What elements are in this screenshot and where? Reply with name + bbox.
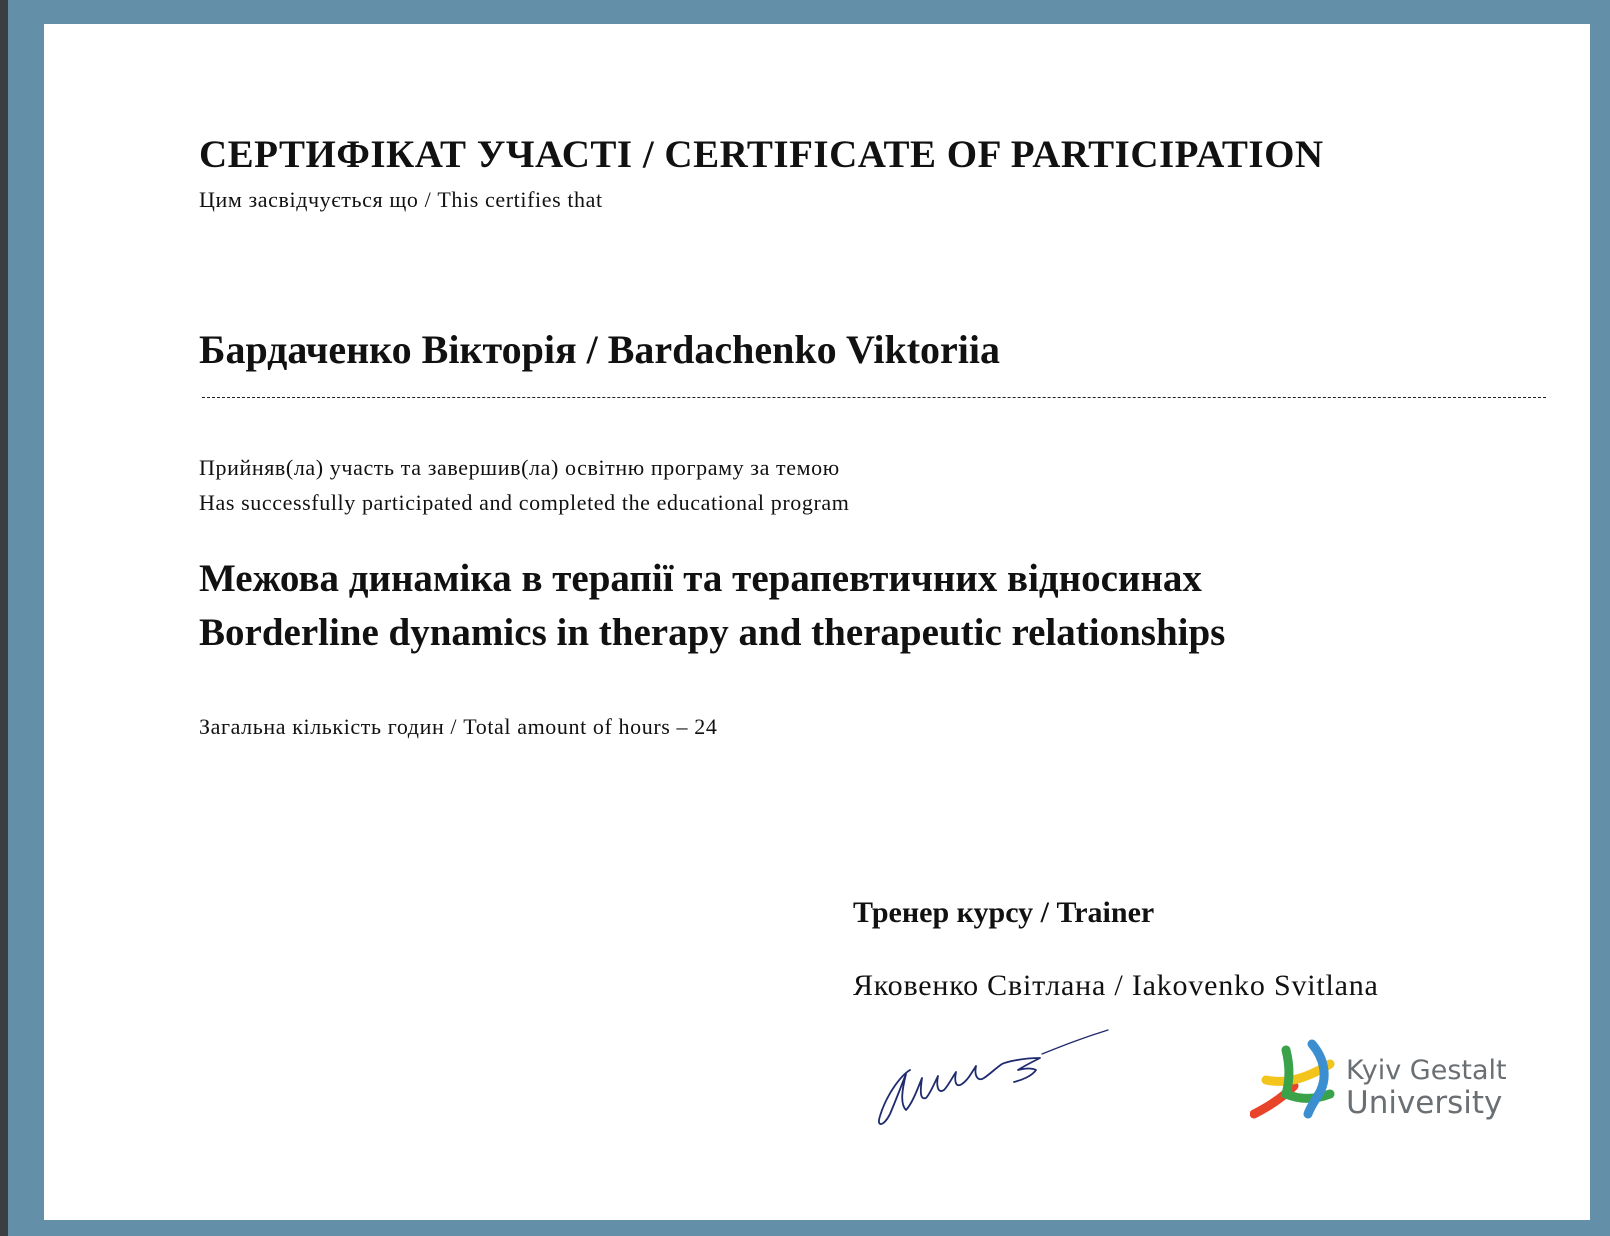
total-hours: Загальна кількість годин / Total amount of hours – 24 [199,714,718,739]
certificate-sheet [44,24,1590,1220]
certificate-frame [8,0,1610,1236]
trainer-name: Яковенко Світлана / Iakovenko Svitlana [853,969,1379,1002]
name-underline [202,397,1546,398]
kyiv-gestalt-university-logo [1250,1036,1520,1146]
program-title-uk: Межова динаміка в терапії та терапевтичних відносинах [199,557,1202,600]
program-title [199,552,1225,660]
certifies-text: Цим засвідчується що / This certifies that [199,187,603,212]
completion-statement-uk: Прийняв(ла) участь та завершив(ла) освітню програму за темою [199,455,840,480]
trainer-heading: Тренер курсу / Trainer [853,896,1155,929]
completion-statement [199,450,849,520]
logo-line-2: University [1346,1085,1503,1121]
program-title-en: Borderline dynamics in therapy and therapeutic relationships [199,611,1226,654]
logo-line-1: Kyiv Gestalt [1346,1055,1507,1086]
logo-mark-icon [1250,1036,1346,1132]
completion-statement-en: Has successfully participated and completed the educational program [199,490,850,515]
logo-wordmark [1346,1054,1507,1120]
window-edge [0,0,8,1236]
certificate-title: СЕРТИФІКАТ УЧАСТІ / CERTIFICATE OF PARTICIPATION [199,133,1324,176]
recipient-name: Бардаченко Вікторія / Bardachenko Viktoriia [199,327,1001,372]
trainer-signature [872,1024,1112,1154]
